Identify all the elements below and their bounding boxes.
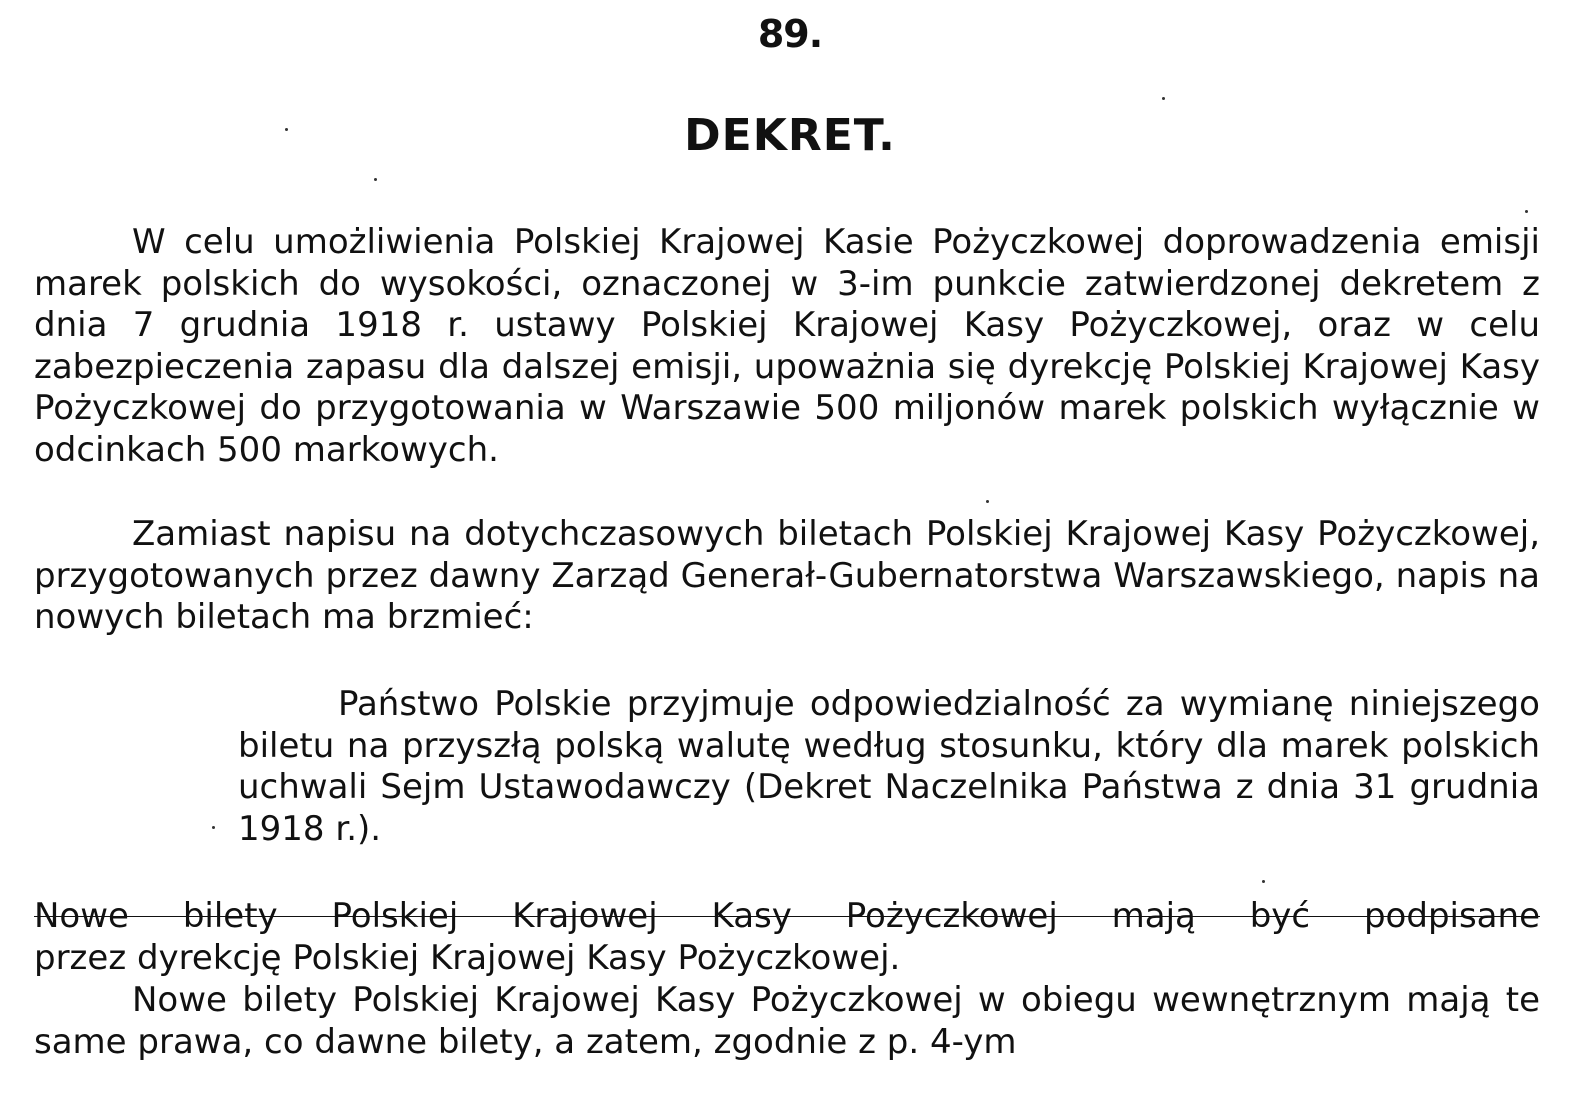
- paragraph-signature-rest: przez dyrekcję Polskiej Krajowej Kasy Pożyczkowej.: [34, 937, 901, 978]
- scan-speck: [1262, 880, 1265, 883]
- scan-speck: [986, 500, 989, 503]
- scan-speck: [1162, 97, 1165, 100]
- paragraph-inscription: Zamiast napisu na dotychczasowych biletach Polskiej Krajowej Kasy Pożyczkowej, przygotowanych przez dawny Zarząd Generał-Gubernatorstwa Warszawskiego, napis na nowych biletach ma brzmieć:: [34, 514, 1540, 638]
- scan-speck: [1525, 210, 1528, 213]
- scan-speck: [285, 128, 288, 131]
- document-heading: DEKRET.: [684, 110, 896, 161]
- page-number: 89.: [757, 12, 823, 56]
- struck-line: Nowe bilety Polskiej Krajowej Kasy Pożyczkowej mają być podpisane: [34, 896, 1540, 936]
- scan-speck: [374, 178, 377, 181]
- scan-speck: [212, 826, 215, 829]
- paragraph-circulation: Nowe bilety Polskiej Krajowej Kasy Pożyczkowej w obiegu wewnętrznym mają te same prawa, co dawne bilety, a zatem, zgodnie z p. 4-ym: [34, 980, 1540, 1062]
- paragraph-signature: [34, 896, 1540, 979]
- banknote-inscription-quote: Państwo Polskie przyjmuje odpowiedzialność za wymianę niniejszego biletu na przyszłą polską walutę według stosunku, który dla marek polskich uchwali Sejm Ustawodawczy (Dekret Naczelnika Państwa z dnia 31 grudnia 1918 r.).: [238, 684, 1540, 849]
- paragraph-emission: W celu umożliwienia Polskiej Krajowej Kasie Pożyczkowej doprowadzenia emisji marek polskich do wysokości, oznaczonej w 3-im punkcie zatwierdzonej dekretem z dnia 7 grudnia 1918 r. ustawy Polskiej Krajowej Kasy Pożyczkowej, oraz w celu zabezpieczenia zapasu dla dalszej emisji, upoważnia się dyrekcję Polskiej Krajowej Kasy Pożyczkowej do przygotowania w Warszawie 500 miljonów marek polskich wyłącznie w odcinkach 500 markowych.: [34, 222, 1540, 470]
